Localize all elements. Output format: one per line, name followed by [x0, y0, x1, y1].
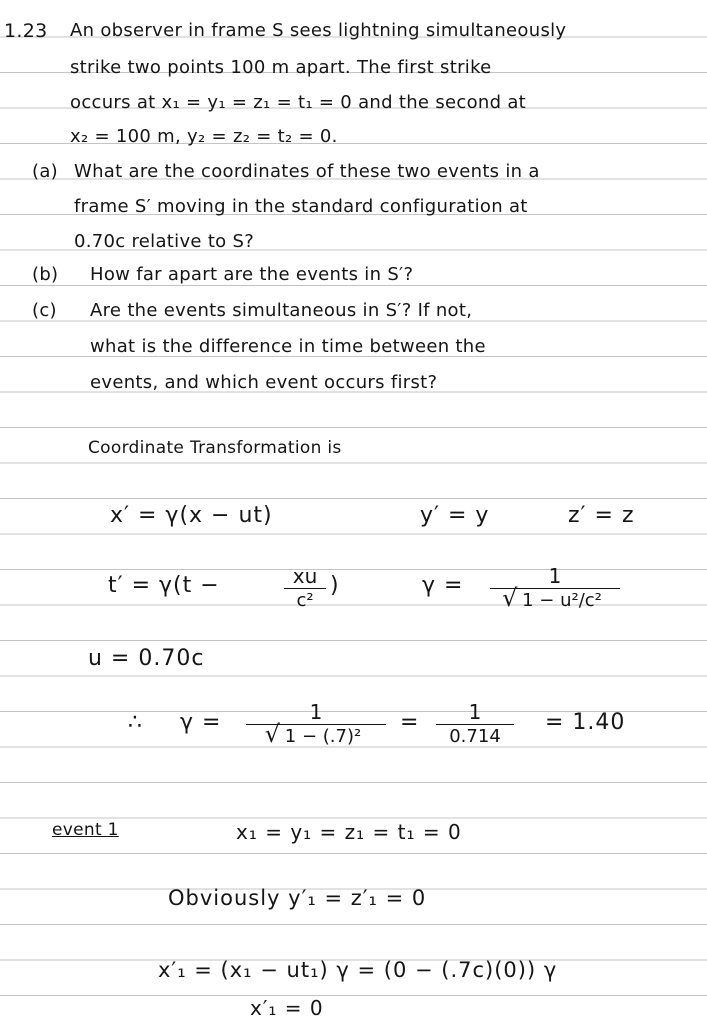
gamma-calc-denominator-2: 0.714	[449, 726, 501, 747]
part-b-line-1: How far apart are the events in S′?	[90, 264, 414, 285]
gamma-def-numerator: 1	[548, 564, 562, 588]
part-c-label: (c)	[32, 300, 57, 321]
gamma-calc-fraction-2	[436, 702, 514, 746]
eq-t-prime-denominator: c²	[296, 590, 314, 611]
problem-number: 1.23	[4, 20, 48, 42]
event-1-coordinates: x₁ = y₁ = z₁ = t₁ = 0	[236, 820, 462, 844]
part-a-line-1: What are the coordinates of these two events in a	[74, 161, 540, 182]
gamma-calc-numerator-2: 1	[468, 700, 482, 724]
gamma-result: = 1.40	[545, 710, 626, 735]
eq-t-prime-prefix: t′ = γ(t −	[108, 573, 220, 598]
statement-line-1: An observer in frame S sees lightning simultaneously	[70, 20, 567, 41]
gamma-calc-numerator: 1	[309, 700, 323, 724]
part-a-label: (a)	[32, 161, 58, 182]
solution-heading: Coordinate Transformation is	[88, 438, 342, 458]
x1-prime-result: x′₁ = 0	[250, 996, 324, 1020]
obviously-line: Obviously y′₁ = z′₁ = 0	[168, 886, 427, 910]
gamma-def-lhs: γ =	[422, 573, 464, 598]
statement-line-3: occurs at x₁ = y₁ = z₁ = t₁ = 0 and the second at	[70, 92, 527, 113]
gamma-calc-fraction	[246, 702, 386, 746]
statement-line-4: x₂ = 100 m, y₂ = z₂ = t₂ = 0.	[70, 126, 338, 147]
gamma-def-denominator: 1 − u²/c²	[522, 590, 602, 611]
eq-t-prime-fraction	[284, 566, 326, 610]
velocity-value: u = 0.70c	[88, 646, 205, 671]
event-1-label: event 1	[52, 820, 119, 840]
eq-t-prime-suffix: )	[330, 573, 340, 598]
part-c-line-3: events, and which event occurs first?	[90, 372, 438, 393]
eq-z-prime: z′ = z	[568, 503, 635, 528]
part-a-line-2: frame S′ moving in the standard configuration at	[74, 196, 528, 217]
part-b-label: (b)	[32, 264, 59, 285]
statement-line-2: strike two points 100 m apart. The first strike	[70, 57, 492, 78]
x1-prime-calculation: x′₁ = (x₁ − ut₁) γ = (0 − (.7c)(0)) γ	[158, 958, 558, 982]
gamma-calc-lhs: γ =	[180, 710, 222, 735]
part-c-line-1: Are the events simultaneous in S′? If not,	[90, 300, 473, 321]
gamma-def-fraction	[490, 566, 620, 610]
eq-y-prime: y′ = y	[420, 503, 490, 528]
part-c-line-2: what is the difference in time between the	[90, 336, 486, 357]
part-a-line-3: 0.70c relative to S?	[74, 231, 255, 252]
gamma-calc-equals: =	[400, 710, 420, 735]
eq-x-prime: x′ = γ(x − ut)	[110, 503, 273, 528]
gamma-calc-denominator: 1 − (.7)²	[284, 726, 362, 747]
eq-t-prime-numerator: xu	[292, 564, 318, 588]
therefore-symbol: ∴	[128, 710, 143, 735]
